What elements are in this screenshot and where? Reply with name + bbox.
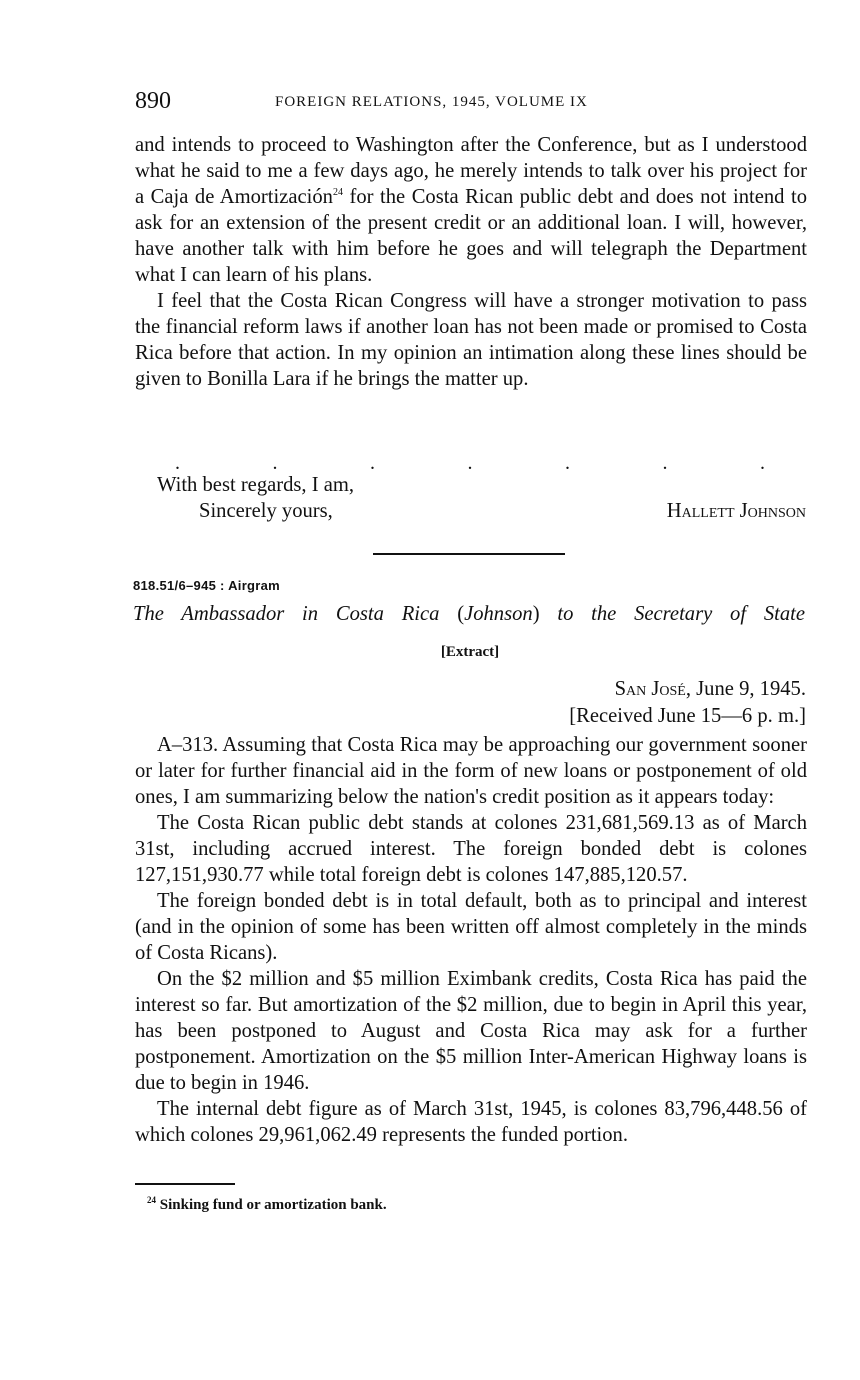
signature: Hallett Johnson bbox=[666, 500, 806, 522]
file-reference: 818.51/6–945 : Airgram bbox=[133, 578, 281, 593]
running-head: FOREIGN RELATIONS, 1945, VOLUME IX bbox=[275, 94, 588, 110]
footnote-text: Sinking fund or amortization bank. bbox=[156, 1197, 387, 1213]
airgram-body bbox=[135, 732, 807, 1148]
airgram-paragraph: The internal debt figure as of March 31st, 1945, is colones 83,796,448.56 of which colones 29,961,062.49 represents the funded portion. bbox=[135, 1098, 807, 1146]
footnote bbox=[147, 1197, 387, 1214]
received-note: [Received June 15—6 p. m.] bbox=[569, 705, 806, 727]
letter-paragraph-2: I feel that the Costa Rican Congress will have a stronger motivation to pass the financial reform laws if another loan has not been made or promised to Costa Rica before that action. In my opinion an intimation along these lines should be given to Bonilla Lara if he brings the matter up. bbox=[135, 290, 807, 390]
airgram-paragraph: On the $2 million and $5 million Eximbank credits, Costa Rica has paid the interest so far. But amortization of the $2 million, due to begin in April this year, has been postponed to August and Costa Rica may ask for a further postponement. Amortization on the $5 million Inter-American Highway loans is due to begin in 1946. bbox=[135, 968, 807, 1094]
letter-body bbox=[135, 132, 807, 392]
section-divider bbox=[373, 553, 565, 555]
page-number: 890 bbox=[135, 88, 171, 114]
footnote-divider bbox=[135, 1183, 235, 1185]
airgram-paragraph: The foreign bonded debt is in total default, both as to principal and interest (and in the opinion of some has been written off almost completely in the minds of Costa Ricans). bbox=[135, 890, 807, 964]
closing-salutation: With best regards, I am, bbox=[157, 474, 355, 496]
dateline-place: San José bbox=[614, 678, 686, 700]
letter-paragraph-1: and intends to proceed to Washington after the Conference, but as I understood what he said to me a few days ago, he merely intends to talk over his project for a Caja de Amortización$^{24}$ for the Costa Rican public debt and does not intend to ask for an extension of the present credit or an additional loan. I will, however, have another talk with him before he goes and will telegraph the Department what I can learn of his plans. bbox=[135, 134, 807, 286]
airgram-paragraph: The Costa Rican public debt stands at colones 231,681,569.13 as of March 31st, including accrued interest. The foreign bonded debt is colones 127,151,930.77 while total foreign debt is colones 147,885,120.57. bbox=[135, 812, 807, 886]
dateline-date: , June 9, 1945. bbox=[685, 678, 806, 700]
document-title: The Ambassador in Costa Rica (Johnson) to the Secretary of State bbox=[133, 603, 805, 625]
footnote-marker: 24 bbox=[147, 1195, 156, 1205]
closing-sincerely: Sincerely yours, bbox=[199, 500, 333, 522]
ellipsis-row: . . . . . . . bbox=[175, 452, 765, 474]
dateline bbox=[569, 676, 806, 730]
extract-label: [Extract] bbox=[440, 644, 500, 660]
airgram-paragraph: A–313. Assuming that Costa Rica may be approaching our government sooner or later for further financial aid in the form of new loans or postponement of old ones, I am summarizing below the nation's credit position as it appears today: bbox=[135, 734, 807, 808]
page-header bbox=[135, 88, 805, 118]
footnote-reference: 24 bbox=[332, 187, 343, 199]
